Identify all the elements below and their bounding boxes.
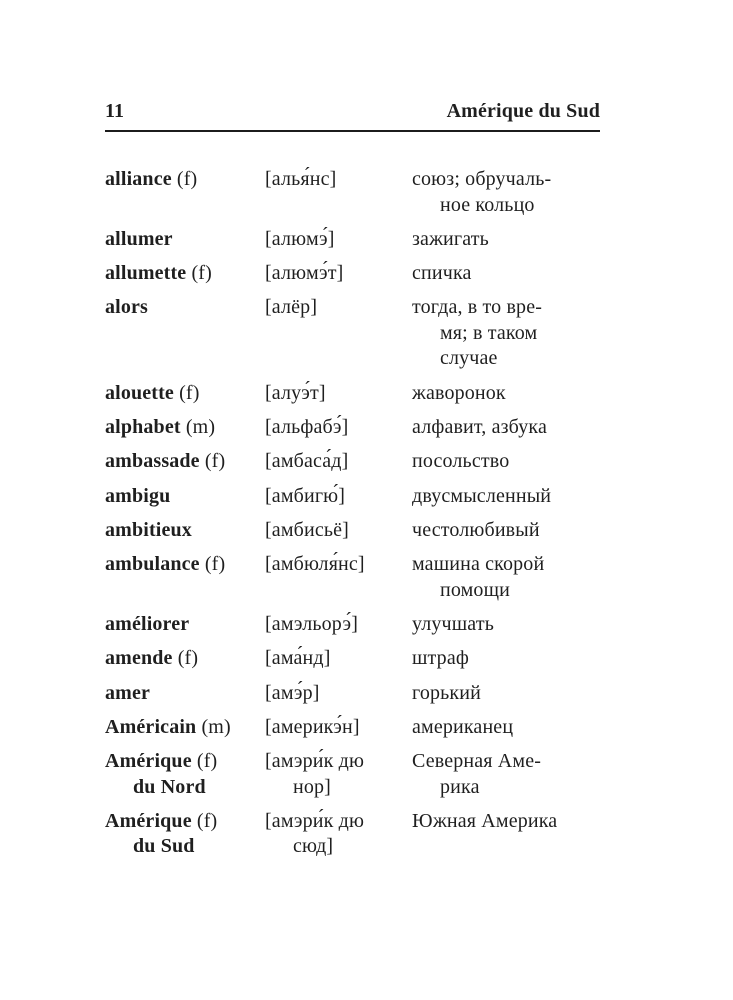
dictionary-entry	[105, 227, 733, 253]
headword-line	[105, 646, 265, 672]
entry-pronunciation	[265, 295, 412, 321]
translation-line: Северная Аме-	[412, 750, 542, 773]
pronunciation-line: [амбигю́]	[265, 484, 346, 507]
headword-line	[105, 227, 265, 253]
dictionary-entry	[105, 612, 733, 638]
translation-line: жаворонок	[412, 381, 506, 404]
translation-line: штраф	[412, 647, 469, 670]
entry-headword	[105, 552, 265, 578]
translation-line: двусмысленный	[412, 484, 552, 507]
header-rule	[105, 130, 600, 132]
entry-translation	[412, 518, 608, 544]
entry-pronunciation	[265, 167, 412, 193]
entry-pronunciation	[265, 415, 412, 441]
dictionary-entry	[105, 681, 733, 707]
entry-pronunciation	[265, 749, 412, 800]
page-header	[105, 0, 600, 124]
entry-translation	[412, 261, 608, 287]
gender-marker: (f)	[199, 450, 226, 473]
entry-headword	[105, 646, 265, 672]
headword-text: Amérique	[105, 750, 192, 773]
dictionary-entry	[105, 552, 733, 603]
entry-pronunciation	[265, 809, 412, 860]
entry-translation	[412, 646, 608, 672]
headword-line	[105, 167, 265, 193]
pronunciation-line: [амбюля́нс]	[265, 553, 365, 576]
pronunciation-line: [америкэ́н]	[265, 715, 360, 738]
entry-pronunciation	[265, 261, 412, 287]
headword-line	[105, 612, 265, 638]
translation-line: тогда, в то вре-	[412, 296, 543, 319]
headword-line	[105, 415, 265, 441]
dictionary-entry	[105, 484, 733, 510]
pronunciation-line: [алья́нс]	[265, 168, 337, 190]
entry-headword	[105, 449, 265, 475]
headword-text: Américain	[105, 715, 197, 738]
entry-translation	[412, 552, 608, 603]
headword-line-2	[105, 834, 265, 860]
headword-line	[105, 261, 265, 287]
entry-translation	[412, 681, 608, 707]
pronunciation-line: [амэльорэ́]	[265, 612, 359, 635]
gender-marker: (f)	[186, 262, 212, 285]
entry-headword	[105, 484, 265, 510]
headword-text: amer	[105, 681, 151, 704]
headword-line	[105, 809, 265, 835]
translation-line: честолюбивый	[412, 518, 540, 541]
headword-line	[105, 715, 265, 741]
headword-text: allumette	[105, 262, 187, 285]
entry-pronunciation	[265, 552, 412, 578]
entry-headword	[105, 518, 265, 544]
dictionary-entry	[105, 715, 733, 741]
pronunciation-line: [амэри́к дю	[265, 809, 365, 832]
gender-marker: (f)	[199, 553, 226, 576]
translation-line: зажигать	[412, 227, 489, 250]
entry-headword	[105, 612, 265, 638]
pronunciation-line: [амэ́р]	[265, 681, 320, 704]
gender-marker: (m)	[180, 415, 216, 438]
headword-line	[105, 484, 265, 510]
entry-translation	[412, 809, 608, 835]
entry-translation	[412, 415, 608, 441]
gender-marker: (f)	[191, 809, 218, 832]
headword-line-2	[105, 775, 265, 801]
translation-line: случае	[440, 347, 498, 370]
entry-headword	[105, 295, 265, 321]
translation-line: спичка	[412, 262, 472, 285]
pronunciation-line: [амбаса́д]	[265, 450, 349, 473]
translation-line: посольство	[412, 450, 510, 473]
translation-line: машина скорой	[412, 553, 545, 576]
gender-marker: (f)	[171, 168, 198, 190]
dictionary-entry	[105, 518, 733, 544]
running-title: Amérique du Sud	[446, 100, 600, 122]
entry-pronunciation	[265, 646, 412, 672]
pronunciation-line: [альфабэ́]	[265, 415, 349, 438]
entry-translation	[412, 381, 608, 407]
gender-marker: (f)	[191, 750, 218, 773]
headword-text: ambigu	[105, 484, 171, 507]
headword-text: améliorer	[105, 612, 190, 635]
entry-headword	[105, 749, 265, 800]
headword-text: alliance	[105, 168, 172, 190]
headword-text: amende	[105, 647, 173, 670]
entry-headword	[105, 809, 265, 860]
pronunciation-line: сюд]	[293, 835, 334, 858]
entry-pronunciation	[265, 381, 412, 407]
translation-line: мя; в таком	[440, 321, 538, 344]
pronunciation-line: [амбисьё]	[265, 518, 349, 541]
entry-headword	[105, 681, 265, 707]
gender-marker: (m)	[196, 715, 231, 738]
headword-line	[105, 749, 265, 775]
headword-text: allumer	[105, 227, 173, 250]
pronunciation-line: [алуэ́т]	[265, 381, 326, 404]
entry-headword	[105, 261, 265, 287]
headword-line	[105, 681, 265, 707]
entry-headword	[105, 715, 265, 741]
dictionary-entry	[105, 167, 733, 218]
dictionary-entry	[105, 449, 733, 475]
entry-pronunciation	[265, 449, 412, 475]
translation-line: горький	[412, 681, 481, 704]
dictionary-entry	[105, 295, 733, 372]
pronunciation-line: [алюмэ́т]	[265, 262, 344, 285]
headword-text: ambulance	[105, 553, 200, 576]
entry-translation	[412, 612, 608, 638]
entry-translation	[412, 484, 608, 510]
entry-headword	[105, 227, 265, 253]
entry-pronunciation	[265, 484, 412, 510]
headword-text: ambitieux	[105, 518, 192, 541]
entry-headword	[105, 415, 265, 441]
pronunciation-line: [ама́нд]	[265, 647, 331, 670]
translation-line: союз; обручаль-	[412, 168, 552, 190]
translation-line: алфавит, азбука	[412, 415, 547, 438]
entry-pronunciation	[265, 715, 412, 741]
entry-list	[105, 167, 733, 860]
entry-pronunciation	[265, 612, 412, 638]
translation-line: улучшать	[412, 612, 494, 635]
headword-line	[105, 295, 265, 321]
dictionary-entry	[105, 261, 733, 287]
headword-text: alors	[105, 296, 148, 319]
entry-pronunciation	[265, 518, 412, 544]
dictionary-entry	[105, 749, 733, 800]
dictionary-entry	[105, 646, 733, 672]
headword-text: Amérique	[105, 809, 192, 832]
headword-line	[105, 552, 265, 578]
dictionary-entry	[105, 381, 733, 407]
entry-headword	[105, 167, 265, 193]
pronunciation-line: [алёр]	[265, 296, 318, 319]
pronunciation-line: [амэри́к дю	[265, 750, 365, 773]
translation-line: рика	[440, 775, 480, 798]
pronunciation-line: [алюмэ́]	[265, 227, 335, 250]
entry-translation	[412, 167, 608, 218]
entry-translation	[412, 715, 608, 741]
entry-translation	[412, 749, 608, 800]
entry-headword	[105, 381, 265, 407]
headword-line	[105, 449, 265, 475]
translation-line: Южная Америка	[412, 809, 558, 832]
headword-text-2: du Nord	[133, 775, 206, 798]
headword-text: alouette	[105, 381, 174, 404]
headword-text: ambassade	[105, 450, 200, 473]
headword-line	[105, 381, 265, 407]
headword-text: alphabet	[105, 415, 181, 438]
pronunciation-line: нор]	[293, 775, 331, 798]
headword-text-2: du Sud	[133, 835, 195, 858]
dictionary-entry	[105, 415, 733, 441]
translation-line: помощи	[440, 578, 510, 601]
entry-translation	[412, 295, 608, 372]
translation-line: ное кольцо	[440, 193, 535, 216]
gender-marker: (f)	[173, 381, 200, 404]
page-number: 11	[105, 100, 125, 122]
translation-line: американец	[412, 715, 514, 738]
headword-line	[105, 518, 265, 544]
entry-pronunciation	[265, 681, 412, 707]
gender-marker: (f)	[172, 647, 199, 670]
entry-translation	[412, 227, 608, 253]
dictionary-entry	[105, 809, 733, 860]
entry-translation	[412, 449, 608, 475]
entry-pronunciation	[265, 227, 412, 253]
